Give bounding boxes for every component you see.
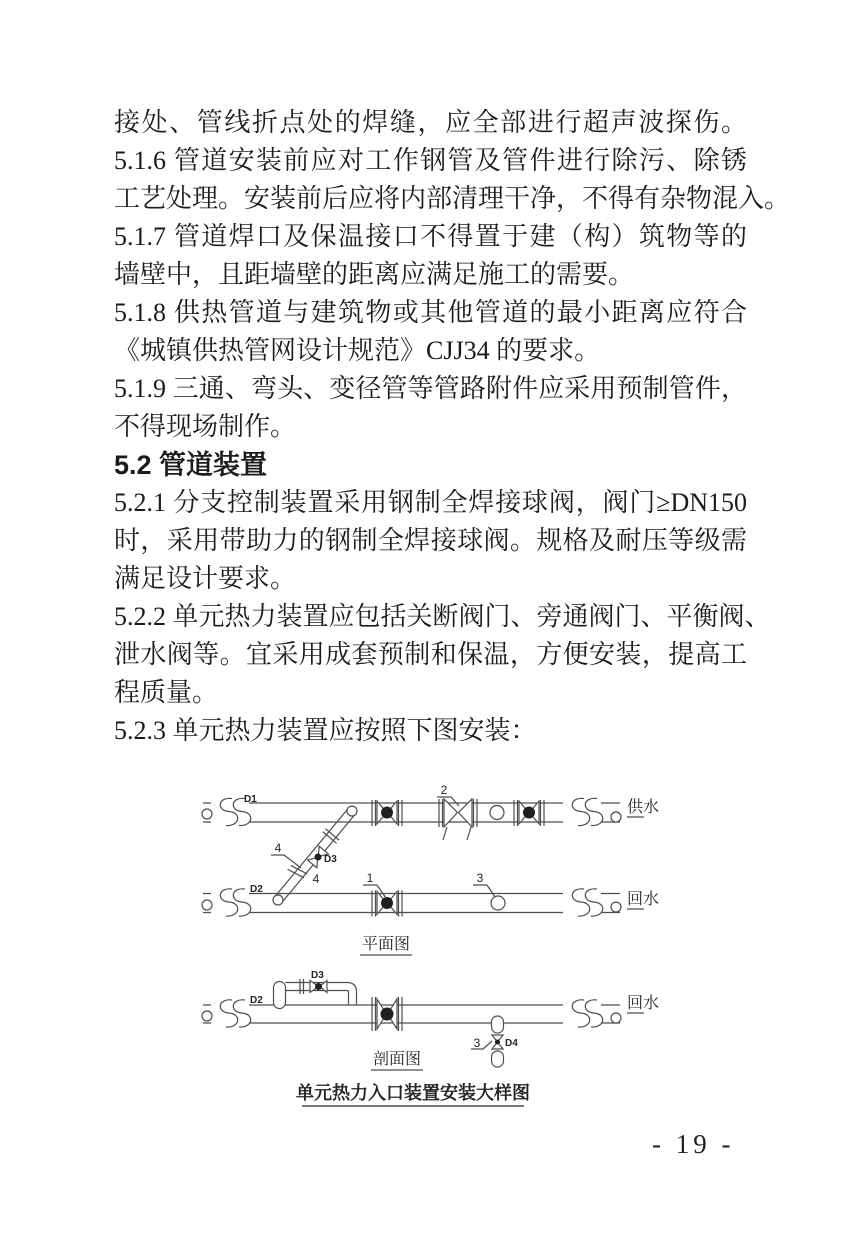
text-line: 泄水阀等。宜采用成套预制和保温，方便安装，提高工	[114, 640, 747, 669]
paragraph-continuation	[114, 104, 747, 142]
pipe-break-symbol	[563, 798, 603, 827]
callout-3-section	[471, 1036, 492, 1050]
pipe-end-cap	[202, 1011, 212, 1021]
clause-5-2-2	[114, 598, 771, 712]
plan-view-caption	[360, 935, 412, 955]
callout-3-number: 3	[476, 871, 484, 885]
supply-water-text: 供水	[627, 799, 660, 816]
callout-2-number: 2	[440, 783, 448, 797]
section-caption-text: 剖面图	[372, 1051, 422, 1068]
heading-text: 5.2 管道装置	[114, 450, 268, 480]
drain-assembly	[492, 1016, 504, 1067]
bypass-loop	[274, 979, 357, 1009]
text-line: 5.1.9 三通、弯头、变径管等管路附件应采用预制管件，	[114, 374, 747, 403]
text-line: 墙壁中，且距墙壁的距离应满足施工的需要。	[114, 260, 635, 289]
clause-5-1-6	[114, 142, 791, 218]
pipe-label-d2: D2	[250, 884, 263, 895]
pipe-joint-circle	[273, 895, 283, 905]
text-line: 不得现场制作。	[114, 412, 297, 441]
pipe-label-d1: D1	[244, 794, 257, 805]
drain-riser-upper	[492, 1016, 504, 1033]
text-line: 《城镇供热管网设计规范》CJJ34 的要求。	[114, 336, 601, 365]
gauge-port-circle	[491, 896, 505, 910]
text-line: 程质量。	[114, 678, 219, 707]
return-water-label-section	[627, 994, 659, 1013]
drain-valve-d4	[492, 1035, 503, 1049]
bypass-riser-left	[274, 982, 286, 1009]
pipe-end-cap	[202, 809, 212, 819]
clause-5-2-1	[114, 484, 747, 598]
callout-4-lower: 4	[312, 872, 320, 886]
supply-water-label	[627, 798, 659, 817]
text-line: 满足设计要求。	[114, 564, 297, 593]
text-content	[114, 104, 791, 750]
section-heading-5-2	[114, 446, 747, 484]
text-line: 时，采用带助力的钢制全焊接球阀。规格及耐压等级需	[114, 526, 747, 555]
section-return-pipe	[202, 1000, 621, 1029]
clause-5-2-3	[114, 712, 747, 750]
text-line: 5.2.1 分支控制装置采用钢制全焊接球阀，阀门≥DN150	[114, 488, 747, 517]
pipe-break-symbol	[563, 1000, 603, 1029]
page-number: - 19 -	[652, 1129, 735, 1159]
text-line: 接处、管线折点处的焊缝，应全部进行超声波探伤。	[114, 108, 747, 137]
text-line: 5.1.6 管道安装前应对工作钢管及管件进行除污、除锈	[114, 146, 747, 175]
text-line: 5.1.8 供热管道与建筑物或其他管道的最小距离应符合	[114, 298, 747, 327]
diagram-title	[296, 1082, 530, 1106]
main-valve-section	[372, 997, 402, 1031]
callout-1-number: 1	[366, 871, 374, 885]
clause-5-1-9	[114, 370, 747, 446]
text-line: 5.1.7 管道焊口及保温接口不得置于建（构）筑物等的	[114, 222, 747, 251]
clause-5-1-8	[114, 294, 747, 370]
clause-5-1-7	[114, 218, 747, 294]
plan-caption-text: 平面图	[361, 936, 411, 953]
plan-supply-pipe	[202, 798, 621, 827]
pipe-label-d3-section: D3	[311, 970, 324, 981]
plan-return-pipe	[202, 889, 621, 918]
installation-diagram	[195, 780, 665, 1110]
text-line: 工艺处理。安装前后应将内部清理干净，不得有杂物混入。	[114, 184, 791, 213]
callout-3-number: 3	[473, 1036, 481, 1050]
diagram-title-text: 单元热力入口装置安装大样图	[296, 1083, 530, 1103]
return-water-text: 回水	[627, 995, 660, 1012]
callout-4-number: 4	[274, 841, 282, 855]
flange-marks	[300, 979, 304, 994]
section-view-caption	[371, 1050, 423, 1070]
pipe-end-cap	[202, 900, 212, 910]
pipe-end-cap	[611, 1013, 621, 1023]
pipe-end-cap	[611, 902, 621, 912]
text-line: 5.2.2 单元热力装置应包括关断阀门、旁通阀门、平衡阀、	[114, 602, 771, 631]
pipe-break-symbol	[211, 1000, 251, 1029]
pipe-label-d2-section: D2	[250, 995, 263, 1006]
text-line: 5.2.3 单元热力装置应按照下图安装：	[114, 716, 537, 745]
pipe-joint-circle	[347, 806, 357, 816]
pipe-label-d4: D4	[505, 1038, 518, 1049]
pipe-end-cap	[611, 812, 621, 822]
pipe-label-d3: D3	[324, 854, 337, 865]
drain-riser-lower	[492, 1051, 504, 1067]
return-water-text: 回水	[627, 891, 660, 908]
pipe-break-symbol	[563, 889, 603, 918]
gauge-port-circle	[490, 806, 504, 820]
callout-4-upper	[271, 841, 301, 868]
pipe-break-symbol	[211, 889, 251, 918]
return-water-label-plan	[627, 890, 659, 909]
